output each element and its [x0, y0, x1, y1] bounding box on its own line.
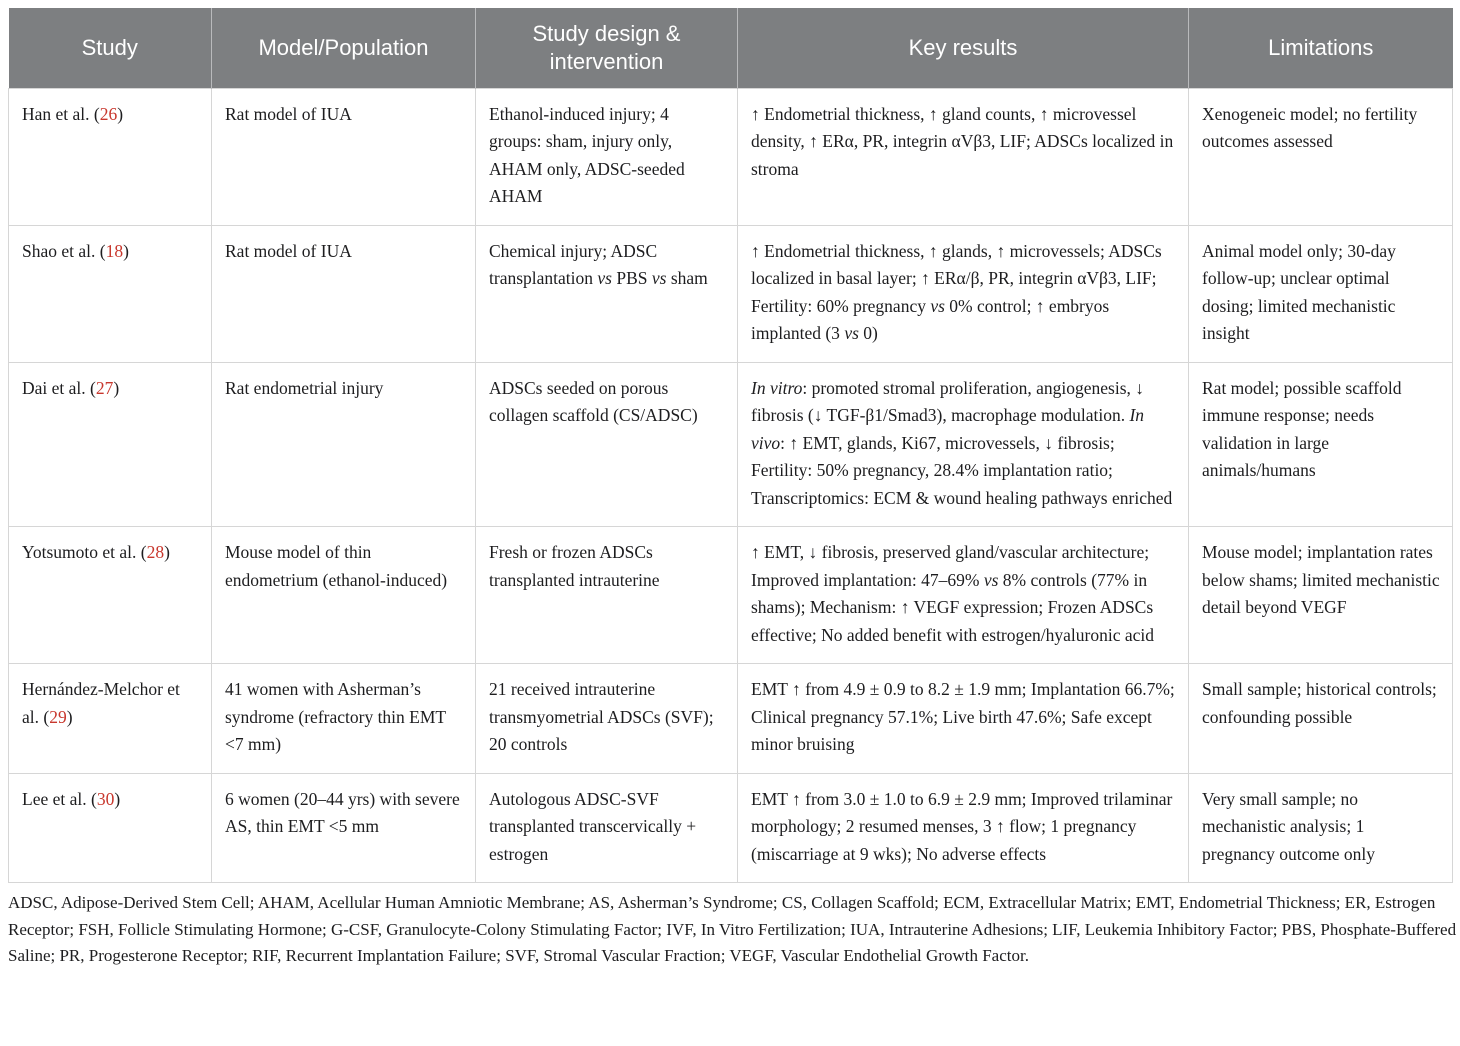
- cell-study: [9, 664, 212, 774]
- cell-model: [212, 527, 476, 664]
- table-row: [9, 362, 1453, 527]
- cell-limitations: [1189, 225, 1453, 362]
- text-run: Mouse model of thin endometrium (ethanol-induced): [225, 542, 448, 590]
- cell-limitations: [1189, 664, 1453, 774]
- cell-study: [9, 527, 212, 664]
- text-run: Fresh or frozen ADSCs transplanted intrauterine: [489, 542, 660, 590]
- text-run: In vitro: [751, 377, 803, 398]
- text-run: Ethanol-induced injury; 4 groups: sham, injury only, AHAM only, ADSC-seeded AHAM: [489, 103, 685, 206]
- column-header-study-design: Study design & intervention: [476, 8, 738, 88]
- cell-limitations: [1189, 88, 1453, 225]
- text-run: Han et al. (: [22, 103, 100, 124]
- column-header-key-results: Key results: [738, 8, 1189, 88]
- cell-design: [476, 664, 738, 774]
- cell-design: [476, 773, 738, 883]
- text-run: 0): [858, 323, 878, 343]
- text-run: vs: [597, 268, 612, 288]
- text-run: ): [66, 706, 73, 727]
- text-run: vs: [651, 268, 667, 288]
- header-row: [9, 8, 1453, 88]
- citation-link[interactable]: 30: [96, 788, 115, 809]
- cell-study: [9, 362, 212, 527]
- cell-results: [738, 88, 1189, 225]
- text-run: Hernández-Melchor et al. (: [22, 679, 180, 727]
- citation-link[interactable]: 18: [105, 240, 124, 261]
- cell-study: [9, 88, 212, 225]
- cell-model: [212, 773, 476, 883]
- column-header-limitations: Limitations: [1189, 8, 1453, 88]
- text-run: In vivo: [751, 405, 1145, 453]
- table-row: [9, 225, 1453, 362]
- citation-link[interactable]: 29: [49, 706, 67, 727]
- text-run: vs: [930, 295, 945, 316]
- table-row: [9, 88, 1453, 225]
- text-run: Rat model of IUA: [225, 240, 352, 261]
- text-run: 8% controls (77% in shams); Mechanism: ↑ VEGF expression; Frozen ADSCs effective; No added benefit with estrogen/hyaluronic acid: [751, 569, 1154, 645]
- studies-summary-table: [8, 8, 1453, 883]
- text-run: Yotsumoto et al. (: [22, 542, 147, 562]
- text-run: ADSCs seeded on porous collagen scaffold (CS/ADSC): [489, 377, 698, 425]
- cell-model: [212, 664, 476, 774]
- cell-design: [476, 225, 738, 362]
- table-row: [9, 527, 1453, 664]
- text-run: Animal model only; 30-day follow-up; unclear optimal dosing; limited mechanistic insight: [1202, 240, 1396, 343]
- text-run: : promoted stromal proliferation, angiogenesis, ↓ fibrosis (↓ TGF-β1/Smad3), macrophage modulation.: [751, 377, 1145, 425]
- cell-results: [738, 664, 1189, 774]
- text-run: : ↑ EMT, glands, Ki67, microvessels, ↓ fibrosis; Fertility: 50% pregnancy, 28.4% implantation ratio; Transcriptomics: ECM & wound healing pathways enriched: [751, 432, 1173, 508]
- text-run: ↑ Endometrial thickness, ↑ glands, ↑ microvessels; ADSCs localized in basal layer; ↑ ERα/β, PR, integrin αVβ3, LIF; Fertility: 60% pregnancy: [751, 240, 1162, 316]
- text-run: ): [113, 377, 120, 398]
- cell-study: [9, 773, 212, 883]
- cell-design: [476, 88, 738, 225]
- text-run: Xenogeneic model; no fertility outcomes assessed: [1202, 103, 1418, 151]
- cell-limitations: [1189, 773, 1453, 883]
- text-run: Mouse model; implantation rates below shams; limited mechanistic detail beyond VEGF: [1202, 542, 1440, 617]
- cell-study: [9, 225, 212, 362]
- cell-results: [738, 362, 1189, 527]
- cell-model: [212, 362, 476, 527]
- text-run: Rat endometrial injury: [225, 377, 384, 398]
- text-run: Shao et al. (: [22, 240, 106, 261]
- column-header-model-population: Model/Population: [212, 8, 476, 88]
- text-run: Very small sample; no mechanistic analysis; 1 pregnancy outcome only: [1202, 788, 1376, 864]
- cell-model: [212, 88, 476, 225]
- text-run: sham: [666, 268, 708, 288]
- text-run: ↑ Endometrial thickness, ↑ gland counts, ↑ microvessel density, ↑ ERα, PR, integrin αVβ3, LIF; ADSCs localized in stroma: [751, 103, 1174, 179]
- text-run: ): [114, 788, 121, 809]
- cell-results: [738, 773, 1189, 883]
- cell-model: [212, 225, 476, 362]
- cell-design: [476, 362, 738, 527]
- abbreviations-footnote: ADSC, Adipose-Derived Stem Cell; AHAM, Acellular Human Amniotic Membrane; AS, Asherman’s Syndrome; CS, Collagen Scaffold; ECM, Extracellular Matrix; EMT, Endometrial Thickness; ER, Estrogen Receptor; FSH, Follicle Stimulating Hormone; G-CSF, Granulocyte-Colony Stimulating Factor; IVF, In Vitro Fertilization; IUA, Intrauterine Adhesions; LIF, Leukemia Inhibitory Factor; PBS, Phosphate-Buffered Saline; PR, Progesterone Receptor; RIF, Recurrent Implantation Failure; SVF, Stromal Vascular Fraction; VEGF, Vascular Endothelial Growth Factor.: [8, 893, 1457, 965]
- text-run: vs: [983, 569, 999, 590]
- text-run: ): [117, 103, 124, 124]
- cell-design: [476, 527, 738, 664]
- text-run: Autologous ADSC-SVF transplanted transcervically + estrogen: [489, 788, 697, 864]
- text-run: Rat model of IUA: [225, 103, 352, 124]
- text-run: vs: [844, 323, 859, 343]
- cell-limitations: [1189, 527, 1453, 664]
- table-body: [9, 88, 1453, 883]
- text-run: Chemical injury; ADSC transplantation: [489, 240, 658, 288]
- cell-results: [738, 225, 1189, 362]
- text-run: 41 women with Asherman’s syndrome (refractory thin EMT <7 mm): [225, 679, 446, 754]
- text-run: ): [123, 240, 129, 261]
- text-run: PBS: [611, 268, 652, 288]
- text-run: ↑ EMT, ↓ fibrosis, preserved gland/vascular architecture; Improved implantation: 47–69%: [751, 542, 1150, 590]
- text-run: Small sample; historical controls; confounding possible: [1202, 679, 1437, 727]
- text-run: Lee et al. (: [22, 788, 97, 809]
- table-row: [9, 773, 1453, 883]
- text-run: EMT ↑ from 3.0 ± 1.0 to 6.9 ± 2.9 mm; Improved trilaminar morphology; 2 resumed menses, 3 ↑ flow; 1 pregnancy (miscarriage at 9 wks); No adverse effects: [751, 788, 1173, 864]
- citation-link[interactable]: 28: [146, 542, 165, 562]
- text-run: Dai et al. (: [22, 377, 96, 398]
- cell-results: [738, 527, 1189, 664]
- text-run: EMT ↑ from 4.9 ± 0.9 to 8.2 ± 1.9 mm; Implantation 66.7%; Clinical pregnancy 57.1%; Live birth 47.6%; Safe except minor bruising: [751, 679, 1175, 754]
- cell-limitations: [1189, 362, 1453, 527]
- text-run: 6 women (20–44 yrs) with severe AS, thin EMT <5 mm: [225, 788, 460, 836]
- column-header-study: Study: [9, 8, 212, 88]
- text-run: ): [164, 542, 170, 562]
- citation-link[interactable]: 27: [95, 377, 114, 398]
- table-header: [9, 8, 1453, 88]
- table-row: [9, 664, 1453, 774]
- text-run: 0% control; ↑ embryos implanted (3: [751, 295, 1110, 343]
- citation-link[interactable]: 26: [99, 103, 118, 124]
- text-run: Rat model; possible scaffold immune response; needs validation in large animals/humans: [1202, 377, 1402, 480]
- text-run: 21 received intrauterine transmyometrial ADSCs (SVF); 20 controls: [489, 679, 714, 754]
